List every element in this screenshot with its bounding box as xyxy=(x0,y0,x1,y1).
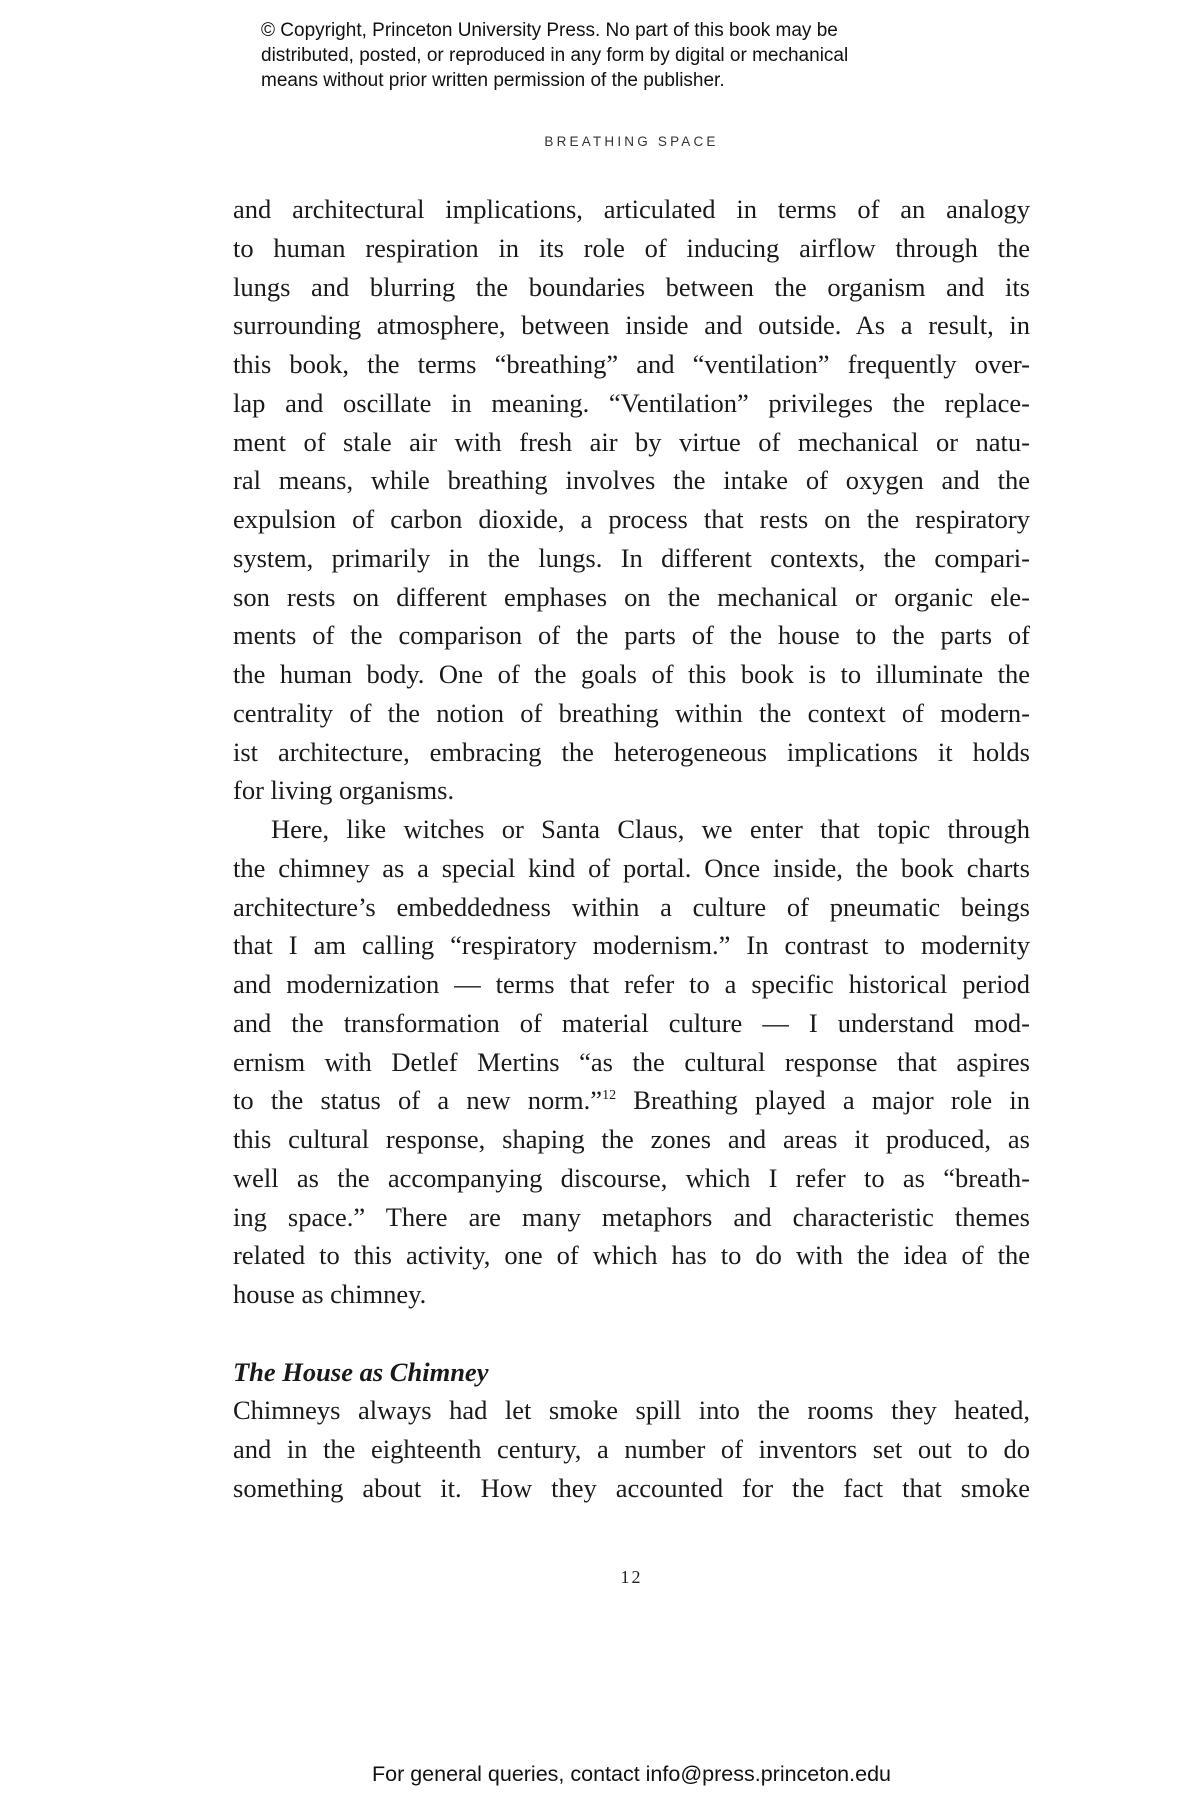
text-line: that I am calling “respiratory modernism.” In contrast to modernity xyxy=(233,930,1030,961)
text-line: to human respiration in its role of inducing airflow through the xyxy=(233,232,1030,263)
footnote-reference[interactable]: 12 xyxy=(602,1088,617,1104)
line-segment: Breathing played a major role in xyxy=(616,1085,1030,1116)
text-line: ing space.” There are many metaphors and characteristic themes xyxy=(233,1201,1030,1232)
text-line: ments of the comparison of the parts of the house to the parts of xyxy=(233,620,1030,651)
text-line: and architectural implications, articulated in terms of an analogy xyxy=(233,194,1030,224)
text-line: ist architecture, embracing the heterogeneous implications it holds xyxy=(233,736,1030,767)
text-line: related to this activity, one of which has to do with the idea of the xyxy=(233,1240,1030,1271)
copyright-notice xyxy=(261,18,1021,93)
copyright-line: © Copyright, Princeton University Press. No part of this book may be xyxy=(261,20,838,41)
text-line: architecture’s embeddedness within a culture of pneumatic beings xyxy=(233,891,1030,922)
text-line: lungs and blurring the boundaries between the organism and its xyxy=(233,271,1030,302)
text-line: something about it. How they accounted for the fact that smoke xyxy=(233,1472,1030,1503)
text-line: this book, the terms “breathing” and “ventilation” frequently over- xyxy=(233,349,1030,379)
text-line: for living organisms. xyxy=(233,775,455,806)
text-line: son rests on different emphases on the mechanical or organic ele- xyxy=(233,581,1030,612)
text-line: the chimney as a special kind of portal. Once inside, the book charts xyxy=(233,852,1030,883)
text-line: and in the eighteenth century, a number of inventors set out to do xyxy=(233,1434,1030,1464)
text-line-with-note xyxy=(233,1081,1030,1120)
text-line: centrality of the notion of breathing within the context of modern- xyxy=(233,697,1030,728)
text-line: and the transformation of material culture — I understand mod- xyxy=(233,1007,1030,1038)
running-head: BREATHING SPACE xyxy=(544,134,719,149)
copyright-line: means without prior written permission of the publisher. xyxy=(261,70,725,91)
text-line: house as chimney. xyxy=(233,1279,427,1309)
page-body xyxy=(233,190,1030,1508)
text-line: ment of stale air with fresh air by virtue of mechanical or natu- xyxy=(233,426,1030,457)
text-line: Chimneys always had let smoke spill into the rooms they heated, xyxy=(233,1395,1030,1426)
section-spacer xyxy=(233,1314,1030,1353)
text-line: the human body. One of the goals of this book is to illuminate the xyxy=(233,659,1030,689)
text-line: ernism with Detlef Mertins “as the cultural response that aspires xyxy=(233,1046,1030,1077)
page-number: 12 xyxy=(620,1567,643,1587)
footer-contact: For general queries, contact info@press.princeton.edu xyxy=(371,1762,891,1786)
text-line: this cultural response, shaping the zones and areas it produced, as xyxy=(233,1124,1030,1154)
text-line: expulsion of carbon dioxide, a process that rests on the respiratory xyxy=(233,504,1030,534)
paragraph xyxy=(233,190,1030,810)
text-line: system, primarily in the lungs. In different contexts, the compari- xyxy=(233,542,1030,573)
text-line: ral means, while breathing involves the intake of oxygen and the xyxy=(233,465,1030,496)
text-line: and modernization — terms that refer to a specific historical period xyxy=(233,969,1030,999)
text-line: Here, like witches or Santa Claus, we enter that topic through xyxy=(271,814,1030,844)
text-line: lap and oscillate in meaning. “Ventilation” privileges the replace- xyxy=(233,387,1030,418)
copyright-line: distributed, posted, or reproduced in any form by digital or mechanical xyxy=(261,45,849,66)
line-segment: to the status of a new norm.” xyxy=(233,1085,603,1116)
section-heading: The House as Chimney xyxy=(233,1356,489,1387)
text-line: well as the accompanying discourse, which I refer to as “breath- xyxy=(233,1162,1030,1193)
text-line: surrounding atmosphere, between inside and outside. As a result, in xyxy=(233,310,1030,341)
paragraph xyxy=(233,810,1030,1314)
section xyxy=(233,1353,1030,1508)
